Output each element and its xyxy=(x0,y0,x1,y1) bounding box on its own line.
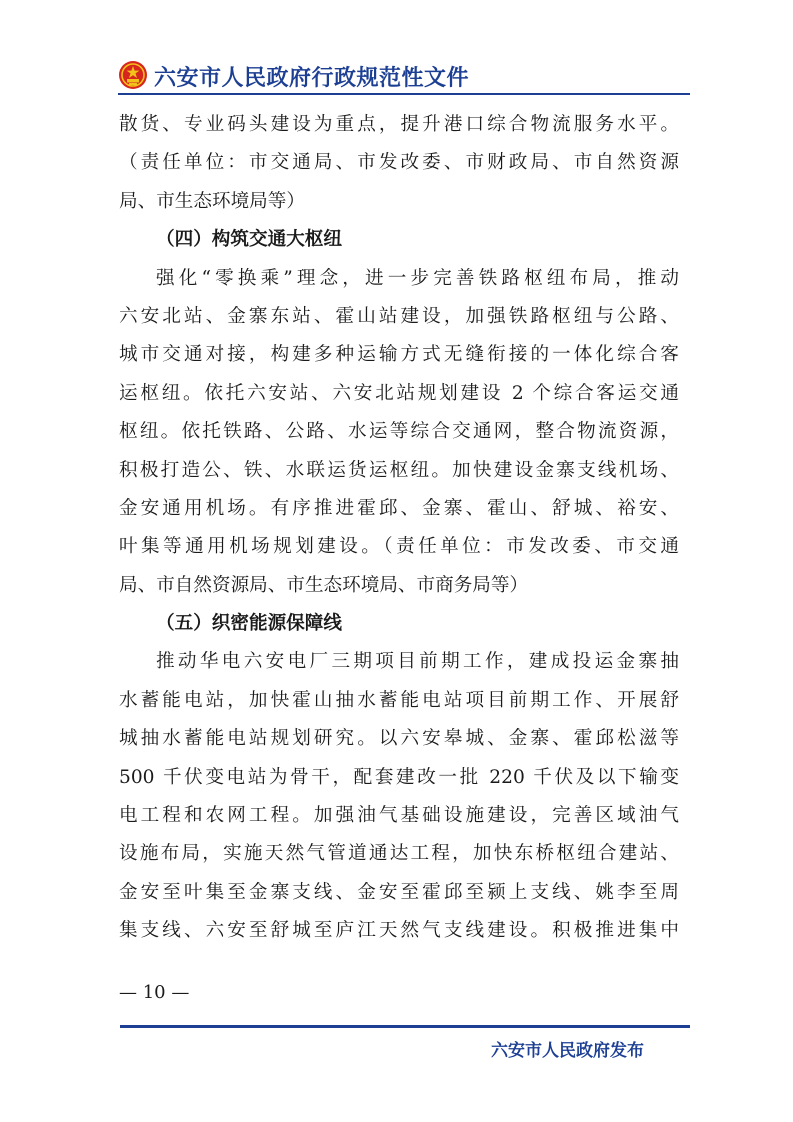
footer-divider xyxy=(120,1025,690,1028)
body-line: 金安至叶集至金寨支线、金安至霍邱至颍上支线、姚李至周 xyxy=(119,881,679,903)
body-line: 强化“零换乘”理念，进一步完善铁路枢纽布局，推动 xyxy=(156,267,679,289)
body-line: 城市交通对接，构建多种运输方式无缝衔接的一体化综合客 xyxy=(119,344,679,366)
body-line: 城抽水蓄能电站规划研究。以六安皋城、金寨、霍邱松滋等 xyxy=(119,728,679,750)
body-line: 局、市自然资源局、市生态环境局、市商务局等） xyxy=(119,574,529,596)
body-line: 推动华电六安电厂三期项目前期工作，建成投运金寨抽 xyxy=(156,651,679,673)
document-body xyxy=(119,106,679,951)
footer-publisher: 六安市人民政府发布 xyxy=(491,1041,644,1061)
body-line: 集支线、六安至舒城至庐江天然气支线建设。积极推进集中 xyxy=(119,920,679,942)
body-line: 电工程和农网工程。加强油气基础设施建设，完善区域油气 xyxy=(119,805,679,827)
body-line: 水蓄能电站，加快霍山抽水蓄能电站项目前期工作、开展舒 xyxy=(119,689,679,711)
header-title: 六安市人民政府行政规范性文件 xyxy=(154,66,470,91)
page-number: — 10 — xyxy=(119,982,190,1003)
body-line: 六安北站、金寨东站、霍山站建设，加强铁路枢纽与公路、 xyxy=(119,305,679,327)
body-line: 金安通用机场。有序推进霍邱、金寨、霍山、舒城、裕安、 xyxy=(119,497,679,519)
body-line: 500 千伏变电站为骨干，配套建改一批 220 千伏及以下输变 xyxy=(119,766,679,788)
body-line: 设施布局，实施天然气管道通达工程，加快东桥枢纽合建站、 xyxy=(119,843,679,865)
body-line: 枢纽。依托铁路、公路、水运等综合交通网，整合物流资源， xyxy=(119,421,679,443)
section-heading: （五）织密能源保障线 xyxy=(156,613,342,635)
body-line: 积极打造公、铁、水联运货运枢纽。加快建设金寨支线机场、 xyxy=(119,459,679,481)
body-line: 叶集等通用机场规划建设。（责任单位：市发改委、市交通 xyxy=(119,536,679,558)
body-line: 散货、专业码头建设为重点，提升港口综合物流服务水平。 xyxy=(119,114,679,135)
section-heading: （四）构筑交通大枢纽 xyxy=(156,229,342,251)
national-emblem-icon xyxy=(118,60,148,90)
body-line: （责任单位：市交通局、市发改委、市财政局、市自然资源 xyxy=(119,152,679,174)
body-line: 运枢纽。依托六安站、六安北站规划建设 2 个综合客运交通 xyxy=(119,382,679,404)
header-divider xyxy=(118,93,690,95)
document-header xyxy=(118,58,690,98)
body-line: 局、市生态环境局等） xyxy=(119,190,305,212)
